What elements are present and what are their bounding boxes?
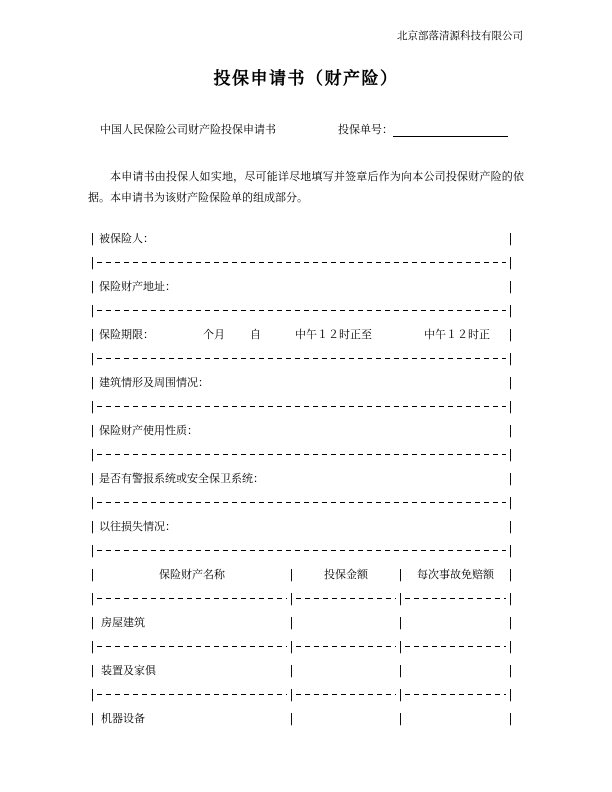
divider-line — [97, 694, 287, 695]
border-pipe: | — [398, 591, 403, 605]
border-pipe: | — [90, 567, 95, 581]
table-row-divider — [88, 682, 515, 706]
field-label-period: 保险期限： — [99, 328, 154, 341]
field-label-building: 建筑情形及周围情况： — [99, 376, 209, 389]
border-pipe: | — [398, 711, 403, 725]
border-pipe: | — [508, 399, 513, 413]
border-pipe: | — [508, 639, 513, 653]
border-pipe: | — [508, 327, 513, 341]
border-pipe: | — [508, 591, 513, 605]
border-pipe: | — [90, 543, 95, 557]
border-pipe: | — [508, 495, 513, 509]
form-row-period — [88, 322, 515, 346]
border-pipe: | — [90, 663, 95, 677]
border-pipe: | — [90, 591, 95, 605]
table-header-insured-amount: 投保金额 — [324, 568, 368, 581]
divider-line — [296, 598, 396, 599]
period-start-label: 中午１２时正至 — [295, 328, 372, 341]
border-pipe: | — [508, 567, 513, 581]
row-divider — [88, 250, 515, 274]
form-name: 中国人民保险公司财产险投保申请书 — [100, 123, 276, 136]
border-pipe: | — [289, 615, 294, 629]
border-pipe: | — [508, 279, 513, 293]
border-pipe: | — [90, 495, 95, 509]
border-pipe: | — [289, 687, 294, 701]
table-cell-property-name: 机器设备 — [101, 712, 145, 725]
table-row-fixtures — [88, 658, 515, 682]
border-pipe: | — [289, 639, 294, 653]
border-pipe: | — [508, 423, 513, 437]
divider-line — [97, 454, 506, 455]
border-pipe: | — [398, 687, 403, 701]
table-row-divider — [88, 634, 515, 658]
divider-line — [97, 646, 287, 647]
border-pipe: | — [508, 687, 513, 701]
table-row-machinery — [88, 706, 515, 730]
period-months-label: 个月 — [203, 328, 225, 341]
form-row-property-address — [88, 274, 515, 298]
field-label-insured: 被保险人： — [99, 232, 154, 245]
border-pipe: | — [508, 375, 513, 389]
table-header-property-name: 保险财产名称 — [159, 568, 225, 581]
page-title: 投保申请书（财产险） — [213, 69, 399, 89]
border-pipe: | — [508, 351, 513, 365]
border-pipe: | — [508, 519, 513, 533]
border-pipe: | — [508, 255, 513, 269]
field-label-usage: 保险财产使用性质： — [99, 424, 198, 437]
row-divider — [88, 442, 515, 466]
border-pipe: | — [508, 471, 513, 485]
form-table — [88, 226, 515, 730]
border-pipe: | — [508, 543, 513, 557]
table-cell-property-name: 装置及家俱 — [101, 664, 156, 677]
form-row-past-loss — [88, 514, 515, 538]
divider-line — [97, 502, 506, 503]
divider-line — [97, 598, 287, 599]
border-pipe: | — [289, 591, 294, 605]
border-pipe: | — [90, 471, 95, 485]
border-pipe: | — [398, 615, 403, 629]
form-row-insured — [88, 226, 515, 250]
divider-line — [97, 358, 506, 359]
row-divider — [88, 490, 515, 514]
divider-line — [97, 406, 506, 407]
border-pipe: | — [90, 711, 95, 725]
company-name: 北京部落清源科技有限公司 — [397, 30, 523, 42]
border-pipe: | — [508, 231, 513, 245]
divider-line — [405, 646, 506, 647]
policy-no-group — [338, 121, 508, 137]
border-pipe: | — [90, 351, 95, 365]
table-header-row — [88, 562, 515, 586]
border-pipe: | — [90, 423, 95, 437]
border-pipe: | — [398, 639, 403, 653]
form-row-building — [88, 370, 515, 394]
period-from-label: 自 — [250, 328, 261, 341]
border-pipe: | — [508, 303, 513, 317]
border-pipe: | — [398, 567, 403, 581]
table-cell-property-name: 房屋建筑 — [101, 616, 145, 629]
divider-line — [296, 646, 396, 647]
row-divider — [88, 394, 515, 418]
divider-line — [97, 550, 506, 551]
policy-no-blank — [393, 124, 508, 137]
field-label-past-loss: 以往损失情况： — [99, 520, 176, 533]
table-header-deductible: 每次事故免赔额 — [417, 568, 494, 581]
row-divider — [88, 346, 515, 370]
border-pipe: | — [90, 327, 95, 341]
border-pipe: | — [508, 711, 513, 725]
divider-line — [97, 262, 506, 263]
divider-line — [97, 310, 506, 311]
field-label-property-address: 保险财产地址： — [99, 280, 176, 293]
form-row-alarm — [88, 466, 515, 490]
divider-line — [405, 694, 506, 695]
border-pipe: | — [90, 519, 95, 533]
divider-line — [296, 694, 396, 695]
border-pipe: | — [289, 567, 294, 581]
intro-paragraph: 本申请书由投保人如实地，尽可能详尽地填写并签章后作为向本公司投保财产险的依据。本申请书为该财产险保险单的组成部分。 — [88, 170, 524, 204]
form-row-usage — [88, 418, 515, 442]
border-pipe: | — [90, 279, 95, 293]
border-pipe: | — [90, 303, 95, 317]
border-pipe: | — [90, 375, 95, 389]
border-pipe: | — [508, 447, 513, 461]
border-pipe: | — [90, 447, 95, 461]
field-label-alarm: 是否有警报系统或安全保卫系统： — [99, 472, 264, 485]
border-pipe: | — [90, 615, 95, 629]
border-pipe: | — [90, 687, 95, 701]
row-divider — [88, 538, 515, 562]
divider-line — [405, 598, 506, 599]
subtitle-row — [100, 121, 523, 137]
border-pipe: | — [398, 663, 403, 677]
border-pipe: | — [90, 639, 95, 653]
border-pipe: | — [289, 711, 294, 725]
table-row-divider — [88, 586, 515, 610]
border-pipe: | — [90, 399, 95, 413]
period-end-label: 中午１２时正 — [424, 328, 490, 341]
border-pipe: | — [508, 663, 513, 677]
border-pipe: | — [289, 663, 294, 677]
table-row-buildings — [88, 610, 515, 634]
border-pipe: | — [508, 615, 513, 629]
border-pipe: | — [90, 255, 95, 269]
row-divider — [88, 298, 515, 322]
policy-no-label: 投保单号： — [338, 123, 393, 136]
border-pipe: | — [90, 231, 95, 245]
